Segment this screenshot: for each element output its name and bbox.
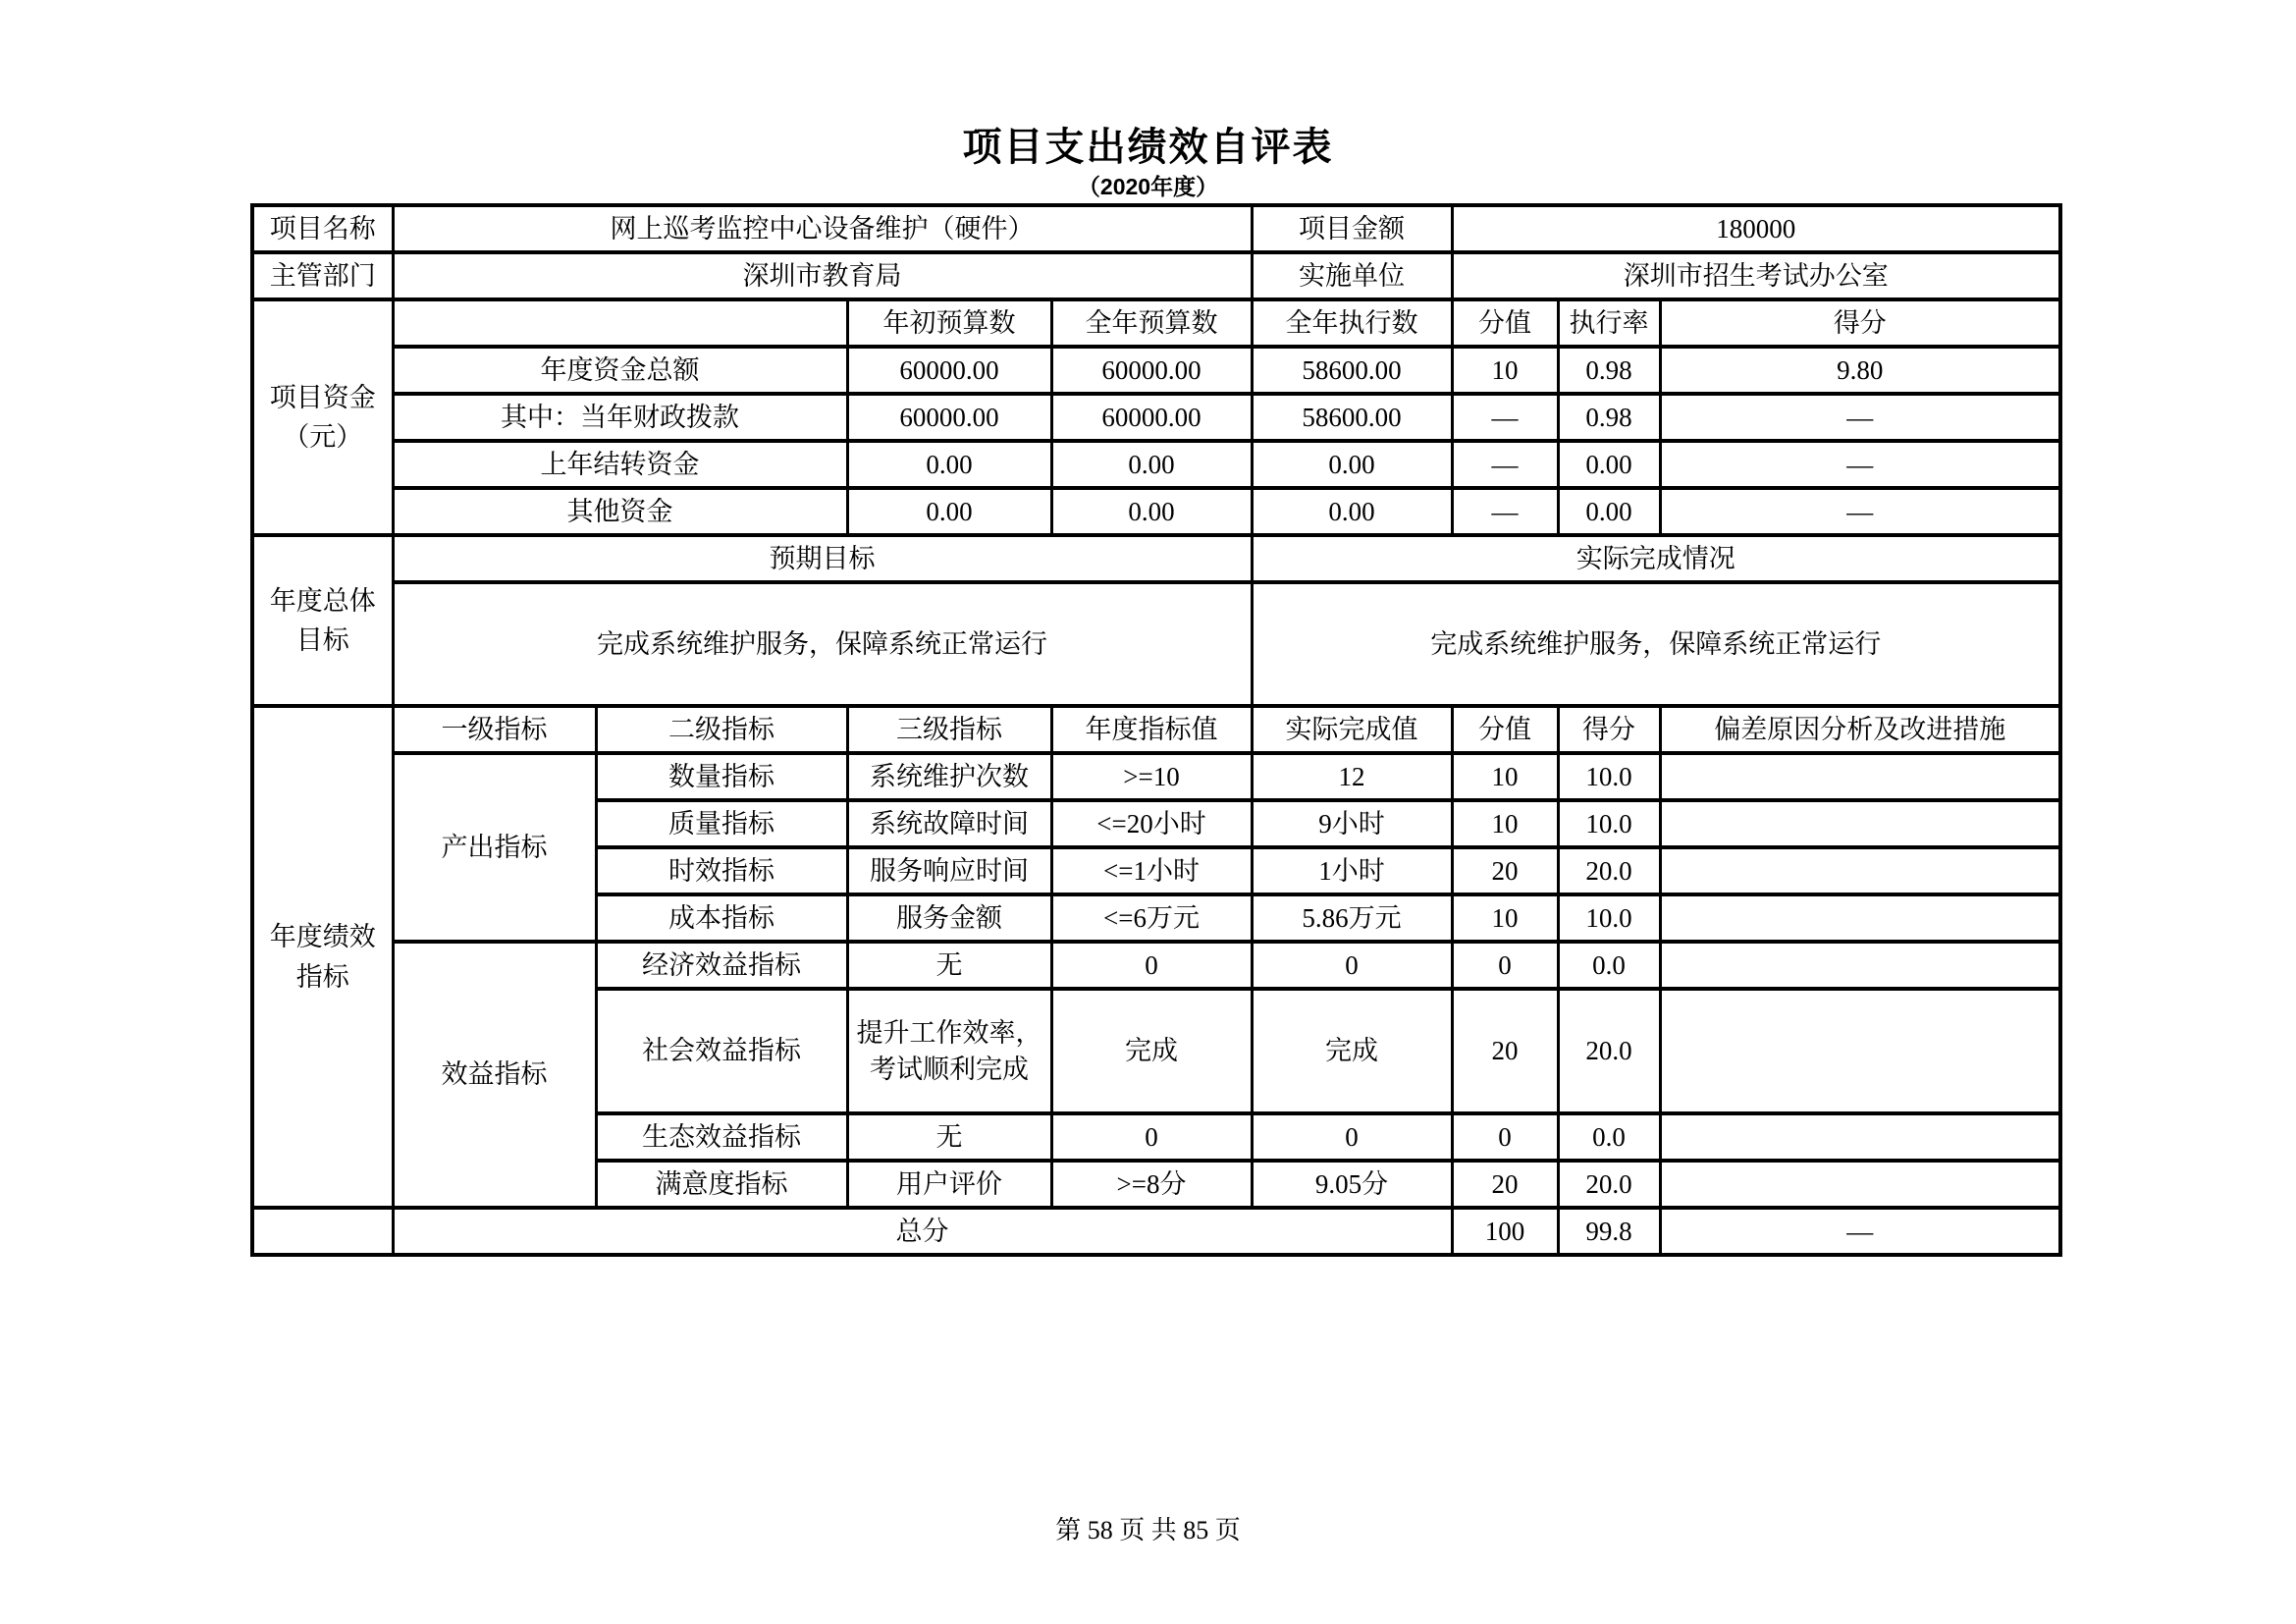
table-row [252, 488, 2060, 535]
funding-row-annual: 60000.00 [1051, 347, 1252, 394]
indicator-actual: 9.05分 [1252, 1161, 1452, 1208]
table-row [252, 347, 2060, 394]
indicators-header-score: 得分 [1558, 706, 1660, 753]
table-row [252, 299, 2060, 347]
funding-row-rate: 0.00 [1558, 488, 1660, 535]
table-row [252, 252, 2060, 299]
indicator-target: <=1小时 [1051, 847, 1252, 894]
indicators-header-level3: 三级指标 [847, 706, 1051, 753]
total-row-empty-cell [252, 1208, 393, 1255]
indicator-level3: 提升工作效率，考试顺利完成 [847, 989, 1051, 1113]
indicator-deviation [1660, 942, 2060, 989]
goal-section-label-line2: 目标 [295, 625, 349, 655]
total-score-cell: 99.8 [1558, 1208, 1660, 1255]
indicator-deviation [1660, 847, 2060, 894]
indicators-header-level2: 二级指标 [596, 706, 847, 753]
table-row [252, 441, 2060, 488]
implementing-unit-value-cell: 深圳市招生考试办公室 [1452, 252, 2060, 299]
implementing-unit-label-cell: 实施单位 [1252, 252, 1452, 299]
indicator-actual: 0 [1252, 1113, 1452, 1161]
indicator-score: 20.0 [1558, 989, 1660, 1113]
indicator-level2: 经济效益指标 [596, 942, 847, 989]
funding-row-score-value: — [1452, 441, 1558, 488]
goal-actual-value-cell: 完成系统维护服务，保障系统正常运行 [1252, 582, 2060, 706]
indicators-header-annual-target: 年度指标值 [1051, 706, 1252, 753]
funding-row-rate: 0.98 [1558, 347, 1660, 394]
indicator-level2: 满意度指标 [596, 1161, 847, 1208]
funding-row-score-value: 10 [1452, 347, 1558, 394]
table-row [252, 394, 2060, 441]
goal-expected-header-cell: 预期目标 [393, 535, 1252, 582]
funding-header-empty-cell [393, 299, 847, 347]
funding-row-score-value: — [1452, 488, 1558, 535]
table-row [252, 205, 2060, 252]
funding-row-execution: 0.00 [1252, 441, 1452, 488]
indicators-header-level1: 一级指标 [393, 706, 596, 753]
indicator-level2: 生态效益指标 [596, 1113, 847, 1161]
indicator-level3: 服务金额 [847, 894, 1051, 942]
indicator-score: 20.0 [1558, 1161, 1660, 1208]
indicator-score-value: 20 [1452, 1161, 1558, 1208]
indicators-section-label-line2: 指标 [295, 961, 349, 992]
funding-header-score-value: 分值 [1452, 299, 1558, 347]
indicator-actual: 9小时 [1252, 800, 1452, 847]
page-footer: 第 58 页 共 85 页 [1055, 1516, 1241, 1544]
indicator-level2: 社会效益指标 [596, 989, 847, 1113]
indicator-actual: 完成 [1252, 989, 1452, 1113]
department-value-cell: 深圳市教育局 [393, 252, 1252, 299]
indicator-score-value: 20 [1452, 847, 1558, 894]
project-amount-label-cell: 项目金额 [1252, 205, 1452, 252]
table-row [252, 706, 2060, 753]
evaluation-table [250, 203, 2062, 1257]
funding-row-score: — [1660, 488, 2060, 535]
table-row [252, 535, 2060, 582]
indicator-level1-output-cell: 产出指标 [393, 753, 596, 942]
page-subtitle: （2020年度） [1077, 174, 1219, 199]
goal-section-label-cell [252, 535, 393, 706]
goal-expected-value-cell: 完成系统维护服务，保障系统正常运行 [393, 582, 1252, 706]
indicator-score: 0.0 [1558, 942, 1660, 989]
funding-row-annual: 0.00 [1051, 441, 1252, 488]
funding-row-name: 年度资金总额 [393, 347, 847, 394]
indicator-level1-benefit-cell: 效益指标 [393, 942, 596, 1208]
funding-section-label-line2: （元） [283, 422, 363, 452]
funding-row-score: — [1660, 441, 2060, 488]
funding-row-score: 9.80 [1660, 347, 2060, 394]
indicators-header-deviation: 偏差原因分析及改进措施 [1660, 706, 2060, 753]
indicator-deviation [1660, 1161, 2060, 1208]
table-row [252, 942, 2060, 989]
indicator-level3: 系统故障时间 [847, 800, 1051, 847]
indicator-deviation [1660, 800, 2060, 847]
funding-header-annual-execution: 全年执行数 [1252, 299, 1452, 347]
goal-actual-header-cell: 实际完成情况 [1252, 535, 2060, 582]
project-name-value-cell: 网上巡考监控中心设备维护（硬件） [393, 205, 1252, 252]
funding-row-annual: 0.00 [1051, 488, 1252, 535]
funding-row-initial: 0.00 [847, 488, 1051, 535]
total-score-value-cell: 100 [1452, 1208, 1558, 1255]
indicator-deviation [1660, 989, 2060, 1113]
indicator-score-value: 10 [1452, 894, 1558, 942]
indicator-level3: 系统维护次数 [847, 753, 1051, 800]
funding-header-score: 得分 [1660, 299, 2060, 347]
indicator-target: >=10 [1051, 753, 1252, 800]
indicator-deviation [1660, 1113, 2060, 1161]
indicators-header-score-value: 分值 [1452, 706, 1558, 753]
indicator-score-value: 0 [1452, 1113, 1558, 1161]
indicator-level3: 无 [847, 942, 1051, 989]
funding-header-initial-budget: 年初预算数 [847, 299, 1051, 347]
indicator-score: 20.0 [1558, 847, 1660, 894]
funding-header-annual-budget: 全年预算数 [1051, 299, 1252, 347]
indicator-level3: 服务响应时间 [847, 847, 1051, 894]
funding-section-label-line1: 项目资金 [269, 382, 376, 412]
funding-row-name: 其他资金 [393, 488, 847, 535]
funding-section-label-cell [252, 299, 393, 535]
funding-row-execution: 58600.00 [1252, 347, 1452, 394]
indicator-actual: 0 [1252, 942, 1452, 989]
funding-row-rate: 0.00 [1558, 441, 1660, 488]
indicator-score-value: 0 [1452, 942, 1558, 989]
funding-row-execution: 58600.00 [1252, 394, 1452, 441]
table-row [252, 582, 2060, 706]
indicator-level2: 数量指标 [596, 753, 847, 800]
indicator-score-value: 20 [1452, 989, 1558, 1113]
total-deviation-cell: — [1660, 1208, 2060, 1255]
funding-row-name: 上年结转资金 [393, 441, 847, 488]
indicator-level3: 无 [847, 1113, 1051, 1161]
funding-row-annual: 60000.00 [1051, 394, 1252, 441]
indicator-actual: 12 [1252, 753, 1452, 800]
funding-row-name: 其中：当年财政拨款 [393, 394, 847, 441]
funding-row-rate: 0.98 [1558, 394, 1660, 441]
project-name-label-cell: 项目名称 [252, 205, 393, 252]
indicators-header-actual-value: 实际完成值 [1252, 706, 1452, 753]
indicator-target: <=6万元 [1051, 894, 1252, 942]
indicator-level2: 成本指标 [596, 894, 847, 942]
indicator-target: >=8分 [1051, 1161, 1252, 1208]
indicator-level2: 质量指标 [596, 800, 847, 847]
indicator-score-value: 10 [1452, 800, 1558, 847]
indicator-actual: 5.86万元 [1252, 894, 1452, 942]
page-title: 项目支出绩效自评表 [962, 126, 1334, 169]
table-row [252, 1208, 2060, 1255]
funding-row-execution: 0.00 [1252, 488, 1452, 535]
indicator-score-value: 10 [1452, 753, 1558, 800]
funding-row-score: — [1660, 394, 2060, 441]
indicator-actual: 1小时 [1252, 847, 1452, 894]
indicators-section-label-cell [252, 706, 393, 1208]
indicator-score: 10.0 [1558, 894, 1660, 942]
indicator-target: 0 [1051, 1113, 1252, 1161]
indicator-target: 完成 [1051, 989, 1252, 1113]
indicator-score: 0.0 [1558, 1113, 1660, 1161]
project-amount-value-cell: 180000 [1452, 205, 2060, 252]
funding-row-score-value: — [1452, 394, 1558, 441]
funding-row-initial: 60000.00 [847, 347, 1051, 394]
indicator-level2: 时效指标 [596, 847, 847, 894]
indicator-target: <=20小时 [1051, 800, 1252, 847]
table-row [252, 753, 2060, 800]
indicator-score: 10.0 [1558, 753, 1660, 800]
funding-row-initial: 0.00 [847, 441, 1051, 488]
indicator-deviation [1660, 894, 2060, 942]
indicator-target: 0 [1051, 942, 1252, 989]
funding-row-initial: 60000.00 [847, 394, 1051, 441]
total-label-cell: 总分 [393, 1208, 1452, 1255]
indicators-section-label-line1: 年度绩效 [269, 922, 376, 951]
indicator-level3: 用户评价 [847, 1161, 1051, 1208]
indicator-deviation [1660, 753, 2060, 800]
department-label-cell: 主管部门 [252, 252, 393, 299]
goal-section-label-line1: 年度总体 [269, 585, 376, 616]
indicator-score: 10.0 [1558, 800, 1660, 847]
funding-header-execution-rate: 执行率 [1558, 299, 1660, 347]
